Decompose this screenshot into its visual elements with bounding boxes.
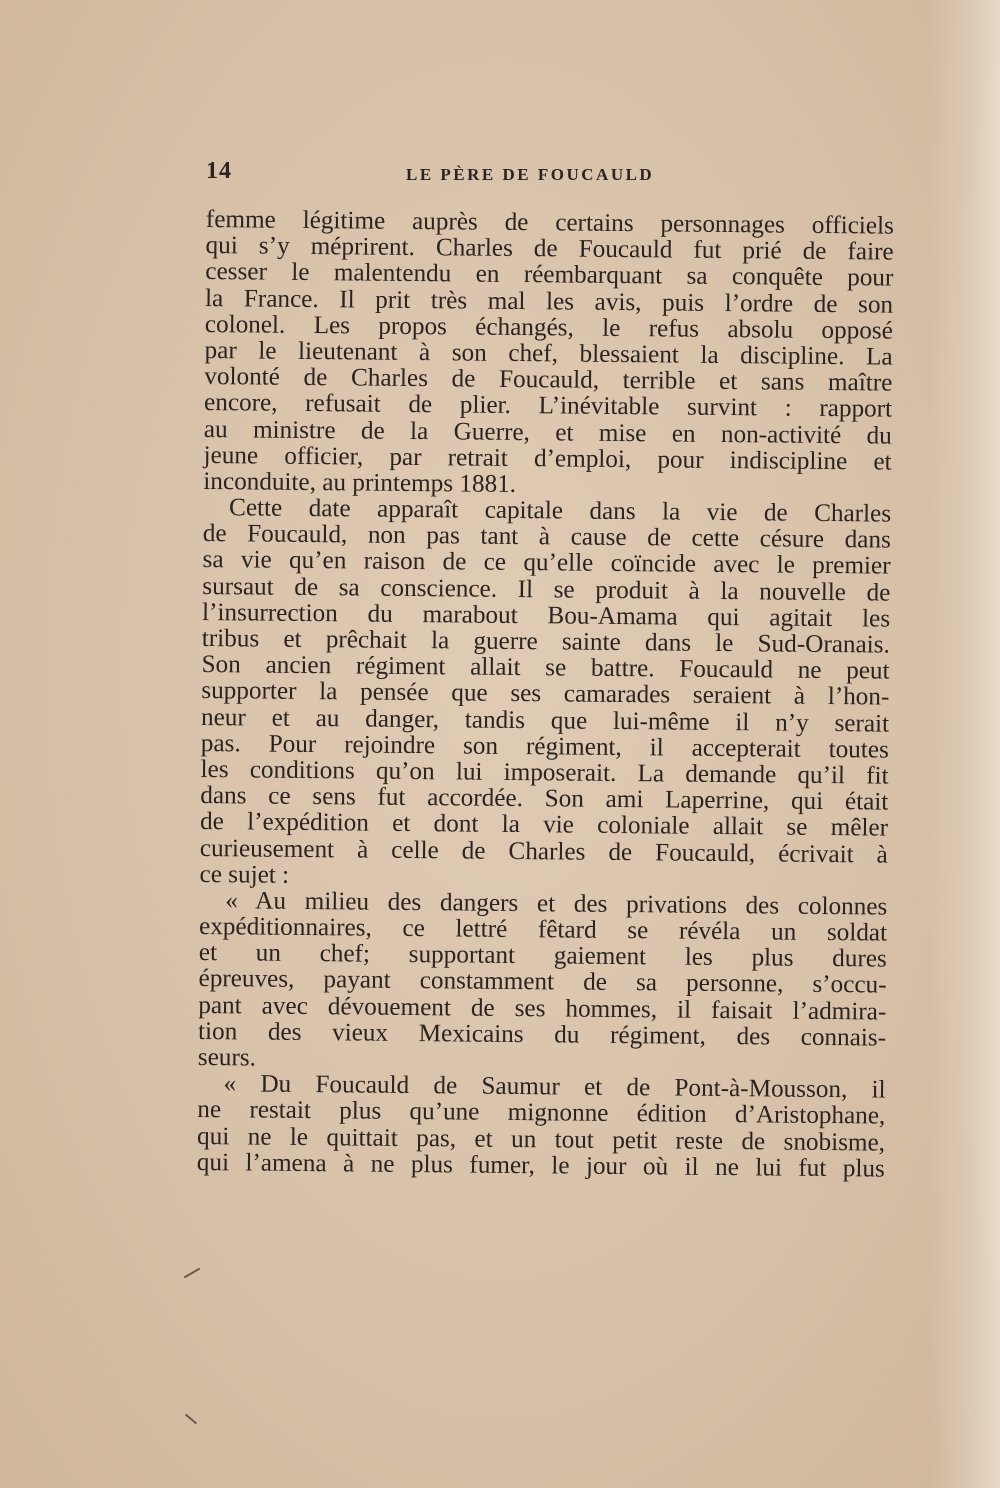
text-line: sa vie qu’en raison de ce qu’elle coïncide avec le premier (202, 546, 891, 581)
text-line: sursaut de sa conscience. Il se produit à la nouvelle de (202, 572, 891, 607)
page-header (206, 158, 896, 188)
text-line: « Du Foucauld de Saumur et de Pont-à-Mousson, il (223, 1070, 886, 1104)
text-line: volonté de Charles de Foucauld, terrible et sans maître (204, 363, 893, 397)
body-text (197, 207, 894, 1182)
text-line: tribus et prêchait la guerre sainte dans le Sud-Oranais. (201, 624, 890, 659)
text-line: jeune officier, par retrait d’emploi, pour indiscipline et (203, 441, 892, 476)
text-line: ce sujet : (199, 860, 290, 889)
text-line: dans ce sens fut accordée. Son ami Laperrine, qui était (200, 782, 889, 816)
text-line: supporter la pensée que ses camarades seraient à l’hon- (201, 677, 890, 711)
text-line: la France. Il prit très mal les avis, puis l’ordre de son (204, 284, 894, 319)
text-line: seurs. (197, 1043, 257, 1072)
text-line: cesser le malentendu en réembarquant sa conquête pour (205, 258, 894, 292)
text-line: et un chef; supportant gaiement les plus dures (198, 939, 887, 973)
text-line: tion des vieux Mexicains du régiment, des connais- (197, 1017, 887, 1052)
text-line: épreuves, payant constamment de sa personne, s’occu- (198, 965, 887, 1000)
text-line: de l’expédition et dont la vie coloniale allait se mêler (199, 808, 889, 842)
running-title: LE PÈRE DE FOUCAULD (406, 165, 655, 184)
text-line: curieusement à celle de Charles de Foucauld, écrivait à (199, 834, 888, 869)
page-edge (930, 0, 1000, 1488)
text-line: l’insurrection du marabout Bou-Amama qui agitait les (201, 598, 891, 633)
pencil-mark (184, 1268, 201, 1279)
text-line: pant avec dévouement de ses hommes, il faisait l’admira- (198, 991, 887, 1026)
text-line: qui s’y méprirent. Charles de Foucauld fut prié de faire (205, 232, 894, 266)
text-line: ne restait plus qu’une mignonne édition d’Aristophane, (197, 1096, 886, 1130)
text-line: par le lieutenant à son chef, blessaient la discipline. La (204, 336, 893, 371)
text-line: Son ancien régiment allait se battre. Foucauld ne peut (201, 651, 890, 685)
page-number: 14 (206, 158, 232, 184)
text-line: inconduite, au printemps 1881. (203, 467, 517, 498)
text-line: expéditionnaires, ce lettré fêtard se révéla un soldat (198, 913, 888, 947)
text-line: les conditions qu’on lui imposerait. La demande qu’il fit (200, 755, 889, 790)
text-line: Cette date apparaît capitale dans la vie de Charles (228, 494, 892, 528)
text-line: au ministre de la Guerre, et mise en non-activité du (203, 415, 892, 450)
text-line: de Foucauld, non pas tant à cause de cette césure dans (202, 520, 891, 554)
text-line: pas. Pour rejoindre son régiment, il accepterait toutes (200, 729, 889, 764)
text-line: neur et au danger, tandis que lui-même il n’y serait (200, 703, 890, 738)
text-line: « Au milieu des dangers et des privations des colonnes (225, 887, 888, 921)
text-line: qui l’amena à ne plus fumer, le jour où il ne lui fut plus (196, 1148, 885, 1183)
text-line: colonel. Les propos échangés, le refus absolu opposé (204, 310, 893, 345)
text-line: encore, refusait de plier. L’inévitable survint : rapport (203, 389, 893, 423)
text-line: femme légitime auprès de certains personnages officiels (205, 206, 894, 240)
text-line: qui ne le quittait pas, et un tout petit reste de snobisme, (196, 1122, 886, 1157)
pencil-mark (185, 1414, 197, 1425)
